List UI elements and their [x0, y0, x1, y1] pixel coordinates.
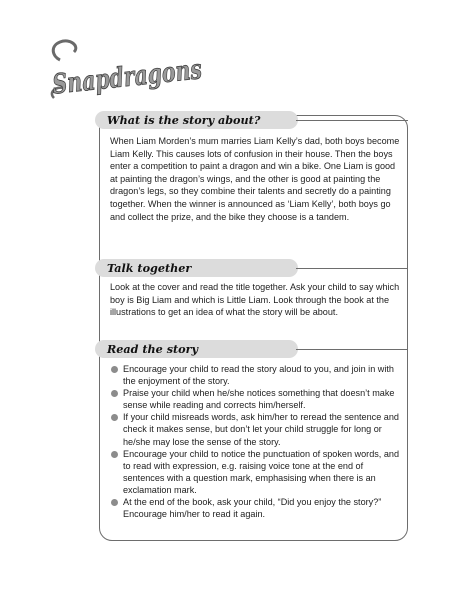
- list-item: [110, 387, 406, 411]
- logo-wordmark: Snapdragons: [50, 49, 251, 101]
- bullet-icon: [111, 390, 118, 397]
- list-item-text: At the end of the book, ask your child, “Did you enjoy the story?” Encourage him/her to read it again.: [123, 497, 382, 520]
- read-the-story-list: [110, 363, 406, 520]
- heading-rule: [296, 268, 408, 269]
- section-heading-talk-together: Talk together: [95, 259, 298, 277]
- bullet-icon: [111, 451, 118, 458]
- heading-rule: [296, 349, 408, 350]
- talk-together-paragraph: Look at the cover and read the title together. Ask your child to say which boy is Big Liam and which is Little Liam. Look through the book at the illustrations to get an idea of what the story will be about.: [110, 282, 400, 318]
- list-item: [110, 411, 406, 447]
- list-item-text: Encourage your child to read the story aloud to you, and join in with the enjoyment of the story.: [123, 364, 394, 387]
- heading-rule: [296, 120, 408, 121]
- list-item: [110, 496, 406, 520]
- logo-flourish: [53, 41, 76, 60]
- story-summary-text: [110, 135, 404, 223]
- story-summary-paragraph: When Liam Morden’s mum marries Liam Kelly’s dad, both boys become Liam Kelly. This causes lots of confusion in their house. Then the boys enter a competition to paint a dragon and win a bike. One Liam is good at painting the dragon’s wings, and the other is good at painting the dragon’s legs, so they combine their talents and secretly do a painting together. When the winner is announced as ‘Liam Kelly’, both boys go and collect the prize, and the bike they choose is a tandem.: [110, 136, 400, 222]
- list-item: [110, 363, 406, 387]
- list-item: [110, 448, 406, 496]
- bullet-icon: [111, 499, 118, 506]
- list-item-text: Praise your child when he/she notices something that doesn’t make sense while reading and corrects him/herself.: [123, 388, 395, 411]
- section-heading-story-about: What is the story about?: [95, 111, 298, 129]
- section-heading-read-the-story: Read the story: [95, 340, 298, 358]
- list-item-text: If your child misreads words, ask him/her to reread the sentence and check it makes sense, but don’t let your child struggle for long or he/she may lose the sense of the story.: [123, 412, 399, 447]
- talk-together-text: [110, 281, 404, 319]
- list-item-text: Encourage your child to notice the punctuation of spoken words, and to read with expression, e.g. raising voice tone at the end of sentences with a question mark, emphasising when there is an exclamation mark.: [123, 448, 400, 495]
- bullet-icon: [111, 414, 118, 421]
- bullet-icon: [111, 366, 118, 373]
- snapdragons-logo: [46, 36, 251, 106]
